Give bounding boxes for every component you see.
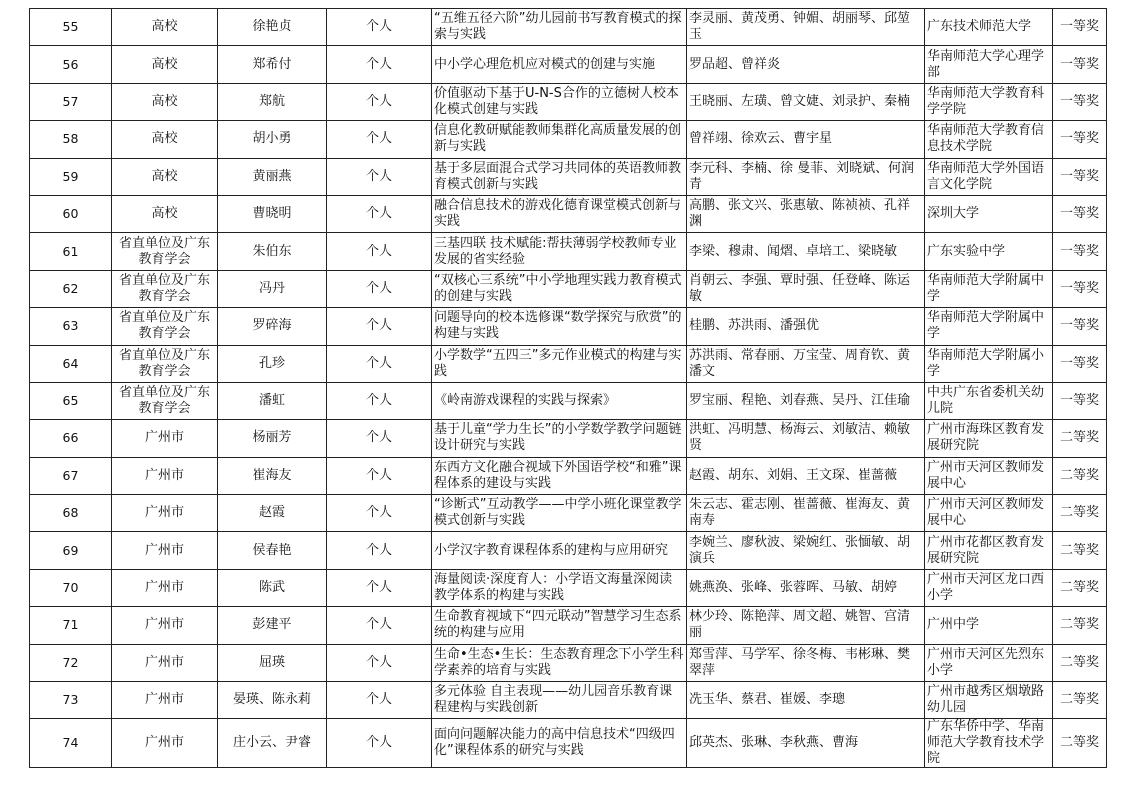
applicant-type-cell: 个人 [327,719,432,768]
organization-cell: 广州市天河区教师发展中心 [925,495,1053,532]
serial-number-cell: 66 [30,420,112,457]
applicant-type-cell: 个人 [327,121,432,158]
organization-cell: 广州市越秀区烟墩路幼儿园 [925,682,1053,719]
serial-number-cell: 58 [30,121,112,158]
serial-number-cell: 56 [30,46,112,83]
organization-cell: 华南师范大学附属中学 [925,308,1053,345]
table-row [30,607,1107,644]
organization-cell: 广州市天河区龙口西小学 [925,569,1053,606]
applicant-name-cell: 黄丽燕 [218,158,327,195]
applicant-type-cell: 个人 [327,607,432,644]
recommending-unit-cell: 广州市 [112,569,218,606]
applicant-name-cell: 屈瑛 [218,644,327,681]
award-level-cell: 二等奖 [1053,420,1107,457]
achievement-title-cell: 多元体验 自主表现——幼儿园音乐教育课程建构与实践创新 [432,682,687,719]
applicant-type-cell: 个人 [327,457,432,494]
applicant-type-cell: 个人 [327,270,432,307]
table-row [30,382,1107,419]
recommending-unit-cell: 高校 [112,83,218,120]
award-level-cell: 一等奖 [1053,121,1107,158]
achievement-title-cell: 《岭南游戏课程的实践与探索》 [432,382,687,419]
serial-number-cell: 60 [30,195,112,232]
serial-number-cell: 74 [30,719,112,768]
award-level-cell: 二等奖 [1053,644,1107,681]
team-members-cell: 郑雪萍、马学军、徐冬梅、韦彬琳、樊翠萍 [687,644,925,681]
achievement-title-cell: “诊断式”互动教学——中学小班化课堂教学模式创新与实践 [432,495,687,532]
team-members-cell: 曾祥翊、徐欢云、曹宇星 [687,121,925,158]
applicant-name-cell: 杨丽芳 [218,420,327,457]
award-level-cell: 二等奖 [1053,495,1107,532]
table-row [30,308,1107,345]
recommending-unit-cell: 广州市 [112,457,218,494]
recommending-unit-cell: 高校 [112,121,218,158]
team-members-cell: 罗宝丽、程艳、刘春燕、吴丹、江佳瑜 [687,382,925,419]
applicant-type-cell: 个人 [327,195,432,232]
applicant-name-cell: 庄小云、尹睿 [218,719,327,768]
organization-cell: 华南师范大学教育信息技术学院 [925,121,1053,158]
team-members-cell: 李灵丽、黄茂勇、钟媚、胡丽琴、邱堃玉 [687,9,925,46]
applicant-name-cell: 侯春艳 [218,532,327,569]
serial-number-cell: 59 [30,158,112,195]
achievement-title-cell: 价值驱动下基于U-N-S合作的立德树人校本化模式创建与实践 [432,83,687,120]
recommending-unit-cell: 广州市 [112,607,218,644]
award-level-cell: 一等奖 [1053,195,1107,232]
table-row [30,495,1107,532]
serial-number-cell: 55 [30,9,112,46]
team-members-cell: 肖朝云、李强、覃时强、任登峰、陈运敏 [687,270,925,307]
serial-number-cell: 64 [30,345,112,382]
achievement-title-cell: 信息化教研赋能教师集群化高质量发展的创新与实践 [432,121,687,158]
applicant-type-cell: 个人 [327,569,432,606]
serial-number-cell: 68 [30,495,112,532]
applicant-type-cell: 个人 [327,420,432,457]
table-row [30,83,1107,120]
team-members-cell: 姚燕涣、张峰、张蓉晖、马敏、胡婷 [687,569,925,606]
team-members-cell: 赵霞、胡东、刘娟、王文琛、崔蔷薇 [687,457,925,494]
recommending-unit-cell: 省直单位及广东教育学会 [112,233,218,270]
applicant-name-cell: 曹晓明 [218,195,327,232]
applicant-type-cell: 个人 [327,158,432,195]
applicant-name-cell: 彭建平 [218,607,327,644]
recommending-unit-cell: 高校 [112,158,218,195]
applicant-name-cell: 潘虹 [218,382,327,419]
award-level-cell: 一等奖 [1053,345,1107,382]
serial-number-cell: 72 [30,644,112,681]
recommending-unit-cell: 广州市 [112,719,218,768]
award-results-table [29,8,1107,768]
applicant-type-cell: 个人 [327,682,432,719]
organization-cell: 广州中学 [925,607,1053,644]
achievement-title-cell: 基于多层面混合式学习共同体的英语教师教育模式创新与实践 [432,158,687,195]
award-level-cell: 一等奖 [1053,83,1107,120]
applicant-name-cell: 郑航 [218,83,327,120]
recommending-unit-cell: 广州市 [112,682,218,719]
organization-cell: 广东华侨中学、华南师范大学教育技术学院 [925,719,1053,768]
team-members-cell: 王晓丽、左璜、曾文婕、刘录护、秦楠 [687,83,925,120]
applicant-name-cell: 罗碎海 [218,308,327,345]
applicant-type-cell: 个人 [327,495,432,532]
award-level-cell: 二等奖 [1053,532,1107,569]
table-row [30,682,1107,719]
team-members-cell: 洪虹、冯明慧、杨海云、刘敏洁、赖敏贤 [687,420,925,457]
serial-number-cell: 61 [30,233,112,270]
applicant-type-cell: 个人 [327,532,432,569]
table-row [30,345,1107,382]
organization-cell: 广东技术师范大学 [925,9,1053,46]
team-members-cell: 邱英杰、张琳、李秋燕、曹海 [687,719,925,768]
applicant-name-cell: 郑希付 [218,46,327,83]
award-level-cell: 一等奖 [1053,233,1107,270]
serial-number-cell: 57 [30,83,112,120]
table-row [30,195,1107,232]
award-level-cell: 二等奖 [1053,607,1107,644]
applicant-name-cell: 晏瑛、陈永莉 [218,682,327,719]
organization-cell: 广州市天河区先烈东小学 [925,644,1053,681]
award-level-cell: 二等奖 [1053,719,1107,768]
team-members-cell: 罗品超、曾祥炎 [687,46,925,83]
recommending-unit-cell: 广州市 [112,532,218,569]
achievement-title-cell: 中小学心理危机应对模式的创建与实施 [432,46,687,83]
applicant-name-cell: 孔珍 [218,345,327,382]
applicant-type-cell: 个人 [327,308,432,345]
team-members-cell: 李婉兰、廖秋波、梁婉红、张愐敏、胡演兵 [687,532,925,569]
applicant-type-cell: 个人 [327,345,432,382]
applicant-type-cell: 个人 [327,9,432,46]
serial-number-cell: 65 [30,382,112,419]
table-row [30,121,1107,158]
serial-number-cell: 63 [30,308,112,345]
recommending-unit-cell: 省直单位及广东教育学会 [112,345,218,382]
recommending-unit-cell: 省直单位及广东教育学会 [112,308,218,345]
achievement-title-cell: 三基四联 技术赋能:帮扶薄弱学校教师专业发展的省实经验 [432,233,687,270]
team-members-cell: 朱云志、霍志刚、崔蔷薇、崔海友、黄南寿 [687,495,925,532]
table-row [30,270,1107,307]
organization-cell: 华南师范大学心理学部 [925,46,1053,83]
team-members-cell: 李梁、穆肃、闻熠、卓培工、梁晓敏 [687,233,925,270]
recommending-unit-cell: 广州市 [112,495,218,532]
team-members-cell: 冼玉华、蔡君、崔媛、李璁 [687,682,925,719]
organization-cell: 中共广东省委机关幼儿院 [925,382,1053,419]
recommending-unit-cell: 省直单位及广东教育学会 [112,270,218,307]
table-row [30,569,1107,606]
achievement-title-cell: 东西方文化融合视域下外国语学校“和雅”课程体系的建设与实践 [432,457,687,494]
team-members-cell: 林少玲、陈艳萍、周文超、姚智、宫清丽 [687,607,925,644]
applicant-name-cell: 朱伯东 [218,233,327,270]
table-row [30,532,1107,569]
recommending-unit-cell: 广州市 [112,420,218,457]
organization-cell: 华南师范大学附属中学 [925,270,1053,307]
team-members-cell: 苏洪雨、常春丽、万宝莹、周育钦、黄潘文 [687,345,925,382]
organization-cell: 华南师范大学外国语言文化学院 [925,158,1053,195]
achievement-title-cell: 小学汉字教育课程体系的建构与应用研究 [432,532,687,569]
award-level-cell: 一等奖 [1053,382,1107,419]
applicant-name-cell: 冯丹 [218,270,327,307]
applicant-type-cell: 个人 [327,83,432,120]
recommending-unit-cell: 高校 [112,195,218,232]
serial-number-cell: 70 [30,569,112,606]
applicant-name-cell: 徐艳贞 [218,9,327,46]
organization-cell: 广州市花都区教育发展研究院 [925,532,1053,569]
serial-number-cell: 71 [30,607,112,644]
recommending-unit-cell: 高校 [112,46,218,83]
achievement-title-cell: 基于儿童“学力生长”的小学数学教学问题链设计研究与实践 [432,420,687,457]
award-level-cell: 一等奖 [1053,9,1107,46]
serial-number-cell: 69 [30,532,112,569]
applicant-type-cell: 个人 [327,382,432,419]
team-members-cell: 桂鹏、苏洪雨、潘强优 [687,308,925,345]
table-row [30,233,1107,270]
recommending-unit-cell: 广州市 [112,644,218,681]
team-members-cell: 高鹏、张文兴、张惠敏、陈祯祯、孔祥渊 [687,195,925,232]
applicant-name-cell: 崔海友 [218,457,327,494]
serial-number-cell: 62 [30,270,112,307]
achievement-title-cell: 生命教育视域下“四元联动”智慧学习生态系统的构建与应用 [432,607,687,644]
applicant-type-cell: 个人 [327,644,432,681]
achievement-title-cell: 生命•生态•生长：生态教育理念下小学生科学素养的培育与实践 [432,644,687,681]
award-level-cell: 一等奖 [1053,270,1107,307]
applicant-type-cell: 个人 [327,233,432,270]
organization-cell: 深圳大学 [925,195,1053,232]
table-row [30,420,1107,457]
organization-cell: 华南师范大学教育科学学院 [925,83,1053,120]
table-row [30,158,1107,195]
achievement-title-cell: 问题导向的校本选修课“数学探究与欣赏”的构建与实践 [432,308,687,345]
recommending-unit-cell: 高校 [112,9,218,46]
table-row [30,644,1107,681]
organization-cell: 广州市天河区教师发展中心 [925,457,1053,494]
organization-cell: 广东实验中学 [925,233,1053,270]
team-members-cell: 李元科、李楠、徐 曼菲、刘晓斌、何润青 [687,158,925,195]
table-row [30,9,1107,46]
award-level-cell: 一等奖 [1053,158,1107,195]
serial-number-cell: 73 [30,682,112,719]
award-level-cell: 二等奖 [1053,457,1107,494]
organization-cell: 华南师范大学附属小学 [925,345,1053,382]
organization-cell: 广州市海珠区教育发展研究院 [925,420,1053,457]
award-level-cell: 二等奖 [1053,569,1107,606]
achievement-title-cell: 小学数学“五四三”多元作业模式的构建与实践 [432,345,687,382]
applicant-type-cell: 个人 [327,46,432,83]
applicant-name-cell: 胡小勇 [218,121,327,158]
table-body [30,9,1107,768]
achievement-title-cell: “五维五径六阶”幼儿园前书写教育模式的探索与实践 [432,9,687,46]
table-row [30,46,1107,83]
applicant-name-cell: 赵霞 [218,495,327,532]
achievement-title-cell: “双核心三系统”中小学地理实践力教育模式的创建与实践 [432,270,687,307]
award-level-cell: 一等奖 [1053,46,1107,83]
table-row [30,719,1107,768]
recommending-unit-cell: 省直单位及广东教育学会 [112,382,218,419]
achievement-title-cell: 海量阅读·深度育人：小学语文海量深阅读教学体系的构建与实践 [432,569,687,606]
applicant-name-cell: 陈武 [218,569,327,606]
award-level-cell: 二等奖 [1053,682,1107,719]
achievement-title-cell: 融合信息技术的游戏化德育课堂模式创新与实践 [432,195,687,232]
serial-number-cell: 67 [30,457,112,494]
achievement-title-cell: 面向问题解决能力的高中信息技术“四级四化”课程体系的研究与实践 [432,719,687,768]
table-row [30,457,1107,494]
award-level-cell: 一等奖 [1053,308,1107,345]
